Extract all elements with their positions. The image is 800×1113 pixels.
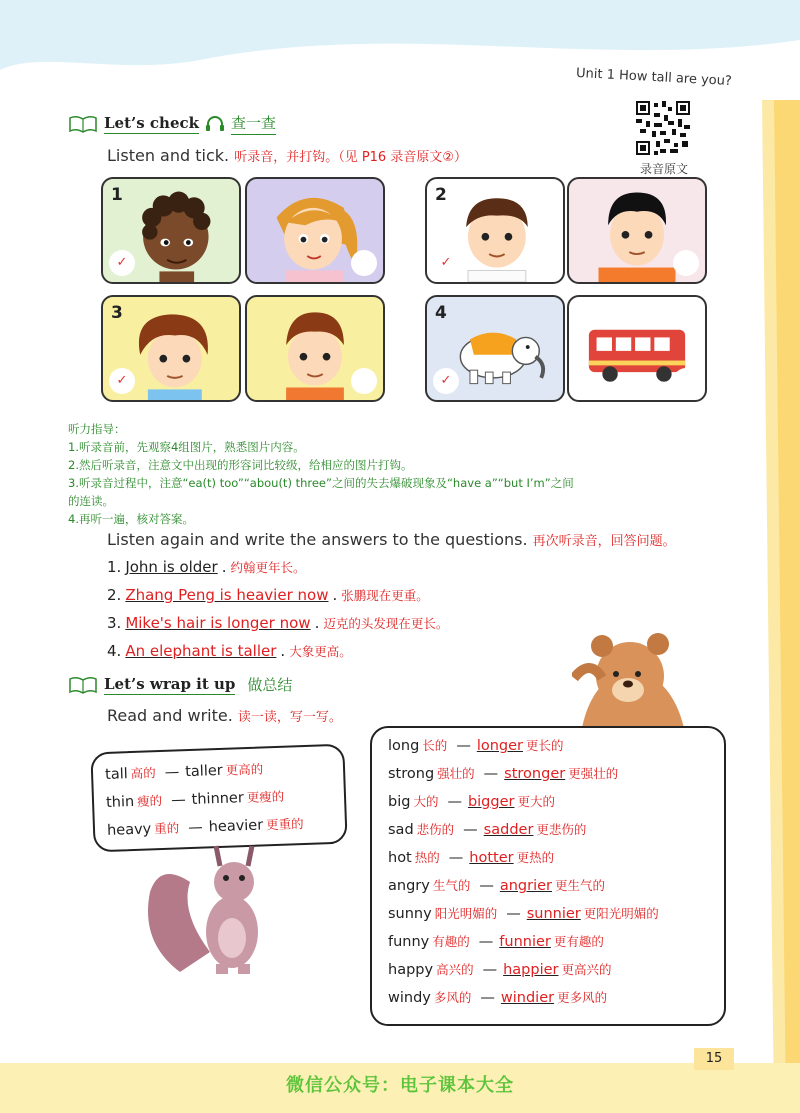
dash: — [170,792,186,809]
comparative-answer[interactable]: longer [476,738,523,754]
word-cn: 强壮的 [437,766,475,781]
answer-text[interactable]: An elephant is taller [125,642,277,660]
lets-check-title-cn: 查一查 [231,112,276,135]
book-icon [68,676,98,694]
word-cn: 多风的 [433,990,472,1005]
word: windy [388,990,431,1006]
word-cn: 长的 [422,738,448,753]
comparative-answer[interactable]: sadder [483,822,534,838]
guide-line: 3.听录音过程中，注意“ea(t) too”“abou(t) three”之间的失去爆破现象及“have a”“but I’m”之间 [68,476,574,490]
comparative-cn: 更多风的 [557,990,608,1005]
comparative-answer[interactable]: happier [503,962,559,978]
word-cn: 瘦的 [136,792,163,809]
dash: — [479,878,494,894]
answer-text[interactable]: Mike's hair is longer now [125,614,311,632]
word: happy [388,962,434,978]
panel-number-2: 2 [435,185,447,205]
word-row [388,820,724,848]
page-number: 15 [694,1048,734,1070]
word-cn: 悲伤的 [416,822,455,837]
word-row [388,960,724,988]
guide-line: 1.听录音前，先观察4组图片，熟悉图片内容。 [68,440,305,454]
listen-again-en: Listen again and write the answers to the questions. [107,530,528,549]
panel-3-boy-a [101,295,241,402]
tick-box-2b[interactable] [673,250,699,276]
read-and-write-instruction [107,706,342,725]
squirrel-illustration [140,842,290,982]
wrap-up-title: Let’s wrap it up [104,674,236,693]
word-row [388,764,724,792]
panel-3-boy-b [245,295,385,402]
dash: — [164,764,180,781]
unit-title: Unit 1 How tall are you? [575,65,733,90]
comparative-cn: 更有趣的 [553,934,604,949]
listening-guide [68,420,738,528]
tick-box-3b[interactable] [351,368,377,394]
dash: — [448,850,464,866]
word-row [388,848,724,876]
tick-box-3a[interactable] [109,368,135,394]
qr-code[interactable] [636,101,690,155]
answer-cn: 迈克的头发现在更长。 [323,616,449,631]
answer-cn: 约翰更年长。 [230,560,306,575]
right-word-box [370,726,726,1026]
instruction-en: Listen and tick. [107,146,230,165]
dash: — [447,794,462,810]
panel-4-elephant [425,295,565,402]
lets-check-heading [68,112,276,135]
answer-cn: 张鹏现在更重。 [341,588,429,603]
tick-box-1b[interactable] [351,250,377,276]
word-cn: 生气的 [432,878,471,893]
word-row [388,988,724,1016]
word-row [388,932,724,960]
word-row [388,792,724,820]
tick-mark: ✓ [116,373,128,388]
left-word-box [90,744,347,853]
listen-and-tick-instruction [107,146,467,165]
guide-title: 听力指导： [68,422,126,436]
dash: — [187,819,203,837]
panel-2-boy-b [567,177,707,284]
word: sad [388,822,414,838]
watermark: 微信公众号：电子课本大全 [286,1075,514,1096]
dash: — [463,822,478,838]
answer-list [107,558,448,670]
word: tall [104,766,129,783]
answer-number: 1. [107,558,122,576]
comparative-answer[interactable]: sunnier [526,906,581,922]
panel-number-3: 3 [111,303,123,323]
word: angry [388,878,430,894]
bear-illustration [572,618,692,728]
panel-1-girl [245,177,385,284]
headphones-icon [205,116,225,132]
word: strong [388,766,435,782]
answer-row-1: 1. John is older . 约翰更年长。 [107,558,306,576]
comparative-cn: 更长的 [526,738,564,753]
comparative-cn: 更阳光明媚的 [583,906,659,921]
answer-cn: 大象更高。 [289,644,352,659]
answer-text[interactable]: Zhang Peng is heavier now [125,586,329,604]
answer-text[interactable]: John is older [125,558,218,576]
word: big [388,794,411,810]
word-cn: 高兴的 [436,962,474,977]
panel-1-boy-curly [101,177,241,284]
dash: — [506,906,521,922]
word-row [388,736,724,764]
word: funny [388,934,430,950]
dash: — [478,934,494,950]
comparative: thinner [191,790,245,808]
word-row [388,904,724,932]
answer-row-2: 2. Zhang Peng is heavier now . 张鹏现在更重。 [107,586,429,604]
tick-mark: ✓ [116,255,128,270]
comparative-cn: 更高的 [225,761,264,778]
panel-2-boy-a [425,177,565,284]
tick-box-4a[interactable] [433,368,459,394]
comparative-cn: 更生气的 [555,878,606,893]
word-cn: 高的 [130,765,156,782]
word-row [388,876,724,904]
comparative: taller [184,762,224,781]
answer-number: 3. [107,614,122,632]
comparative-cn: 更重的 [265,816,304,833]
word-cn: 阳光明媚的 [434,906,498,921]
comparative-answer[interactable]: hotter [469,850,514,866]
listen-again-cn: 再次听录音，回答问题。 [532,534,676,549]
panel-number-4: 4 [435,303,447,323]
instruction-cn: 听录音，并打钩。（见 P16 录音原文②） [234,150,467,165]
word-cn: 热的 [414,850,440,865]
dash: — [482,962,498,978]
comparative-answer[interactable]: stronger [504,766,566,782]
comparative-cn: 更热的 [516,850,555,865]
book-icon [68,115,98,133]
word-cn: 大的 [413,794,439,809]
answer-number: 2. [107,586,122,604]
panel-number-1: 1 [111,185,123,205]
comparative-answer[interactable]: angrier [499,878,552,894]
tick-box-2a[interactable] [433,250,459,276]
word-cn: 有趣的 [432,934,470,949]
dash: — [483,766,499,782]
read-write-en: Read and write. [107,706,233,725]
comparative-cn: 更高兴的 [561,962,612,977]
dash: — [480,990,495,1006]
comparative-answer[interactable]: windier [500,990,555,1006]
word-cn: 重的 [153,820,180,837]
guide-line: 4.再听一遍，核对答案。 [68,512,194,526]
answer-row-3: 3. Mike's hair is longer now . 迈克的头发现在更长。 [107,614,449,632]
answer-row-4: 4. An elephant is taller . 大象更高。 [107,642,352,660]
word: thin [105,793,135,811]
word: heavy [106,821,152,839]
guide-line: 的连读。 [68,494,114,508]
guide-line: 2.然后听录音，注意文中出现的形容词比较级，给相应的图片打钩。 [68,458,413,472]
qr-caption: 录音原文 [640,162,689,176]
lets-wrap-it-up-heading [68,674,292,695]
read-write-cn: 读一读，写一写。 [237,710,342,725]
dash: — [456,738,471,754]
comparative-cn: 更大的 [517,794,555,809]
word: sunny [388,906,432,922]
comparative-cn: 更强壮的 [568,766,619,781]
tick-box-1a[interactable] [109,250,135,276]
comparative-cn: 更悲伤的 [536,822,587,837]
word: hot [388,850,412,866]
wrap-up-title-cn: 做总结 [247,676,293,694]
tick-mark: ✓ [440,255,452,270]
word: long [388,738,420,754]
panel-4-bus [567,295,707,402]
tick-mark: ✓ [440,373,452,388]
comparative-answer[interactable]: funnier [499,934,551,950]
answer-number: 4. [107,642,122,660]
tick-box-4b[interactable] [673,368,699,394]
lets-check-title: Let’s check [104,113,200,132]
page-edge-decoration [752,100,800,1113]
comparative: heavier [208,817,264,836]
comparative-answer[interactable]: bigger [467,794,515,810]
listen-again-instruction [107,530,676,549]
comparative-cn: 更瘦的 [246,788,285,806]
